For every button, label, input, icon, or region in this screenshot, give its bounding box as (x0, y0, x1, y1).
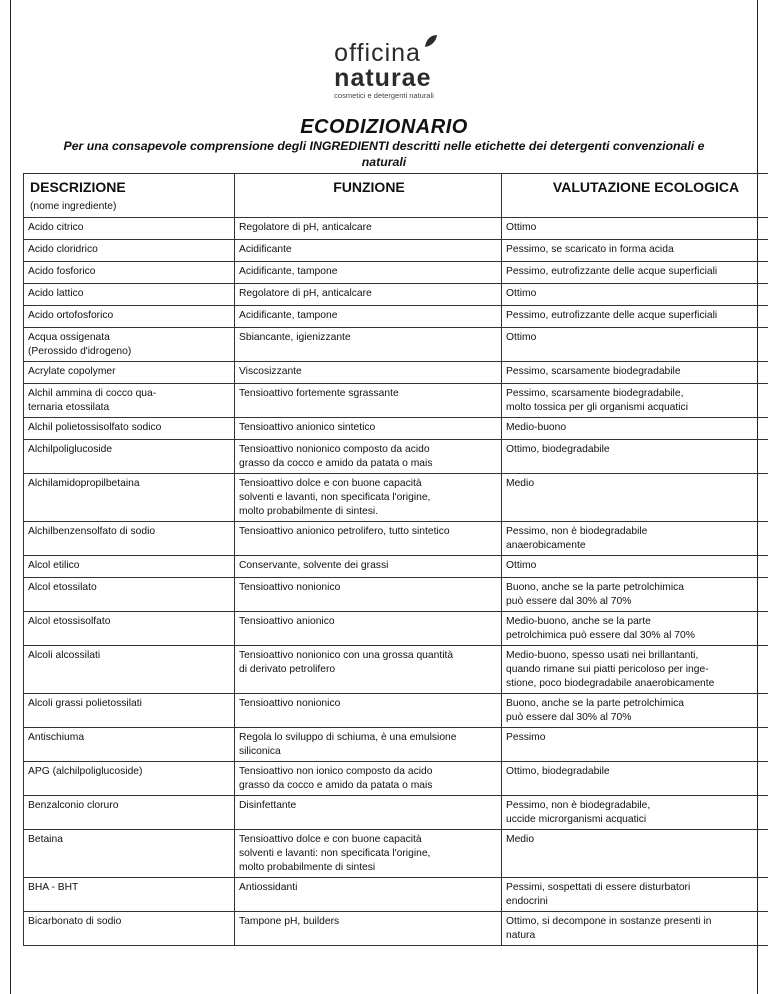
cell-descrizione: Alcol etilico (24, 556, 235, 578)
table-row (24, 830, 768, 878)
header-descrizione (24, 174, 235, 218)
cell-valutazione: Buono, anche se la parte petrolchimica può essere dal 30% al 70% (502, 694, 768, 728)
cell-valutazione: Ottimo (502, 218, 768, 240)
table-row (24, 306, 768, 328)
cell-valutazione: Ottimo (502, 328, 768, 362)
cell-descrizione: Antischiuma (24, 728, 235, 762)
cell-descrizione: Alchilpoliglucoside (24, 440, 235, 474)
cell-valutazione: Ottimo, biodegradabile (502, 762, 768, 796)
cell-funzione: Tensioattivo dolce e con buone capacità solventi e lavanti, non specificata l'origine, molto probabilmente di sintesi. (235, 474, 502, 522)
table-row (24, 240, 768, 262)
page-title: ECODIZIONARIO (300, 116, 468, 138)
cell-valutazione: Medio (502, 830, 768, 878)
cell-valutazione: Pessimo, non è biodegradabile anaerobicamente (502, 522, 768, 556)
header-valutazione: VALUTAZIONE ECOLOGICA (502, 174, 768, 218)
cell-valutazione: Buono, anche se la parte petrolchimica può essere dal 30% al 70% (502, 578, 768, 612)
cell-descrizione: Benzalconio cloruro (24, 796, 235, 830)
table-row (24, 218, 768, 240)
cell-funzione: Sbiancante, igienizzante (235, 328, 502, 362)
table-row (24, 878, 768, 912)
cell-valutazione: Pessimo, se scaricato in forma acida (502, 240, 768, 262)
cell-funzione: Acidificante, tampone (235, 262, 502, 284)
table-row (24, 474, 768, 522)
cell-valutazione: Ottimo (502, 556, 768, 578)
cell-valutazione: Pessimo, scarsamente biodegradabile, molto tossica per gli organismi acquatici (502, 384, 768, 418)
cell-funzione: Tensioattivo fortemente sgrassante (235, 384, 502, 418)
cell-descrizione: BHA - BHT (24, 878, 235, 912)
cell-funzione: Acidificante (235, 240, 502, 262)
cell-descrizione: Alchil polietossisolfato sodico (24, 418, 235, 440)
cell-valutazione: Pessimo, eutrofizzante delle acque superficiali (502, 262, 768, 284)
cell-descrizione: Acido cloridrico (24, 240, 235, 262)
cell-descrizione: Alcoli grassi polietossilati (24, 694, 235, 728)
cell-valutazione: Medio-buono (502, 418, 768, 440)
table-body (24, 218, 768, 946)
cell-funzione: Tensioattivo nonionico con una grossa quantità di derivato petrolifero (235, 646, 502, 694)
table-row (24, 262, 768, 284)
header-descrizione-note: (nome ingrediente) (30, 201, 117, 212)
logo-tagline: cosmetici e detergenti naturali (334, 91, 434, 100)
table-row (24, 612, 768, 646)
page-subtitle: Per una consapevole comprensione degli INGREDIENTI descritti nelle etichette dei detergenti convenzionali e naturali (63, 139, 705, 169)
cell-descrizione: Alcol etossilato (24, 578, 235, 612)
cell-funzione: Regolatore di pH, anticalcare (235, 284, 502, 306)
table-header-row (24, 174, 768, 218)
cell-valutazione: Pessimi, sospettati di essere disturbatori endocrini (502, 878, 768, 912)
table-row (24, 646, 768, 694)
leaf-icon (424, 34, 438, 48)
document-page (10, 0, 758, 994)
cell-funzione: Antiossidanti (235, 878, 502, 912)
table-row (24, 556, 768, 578)
cell-descrizione: Alcoli alcossilati (24, 646, 235, 694)
cell-descrizione: Alchil ammina di cocco qua- ternaria etossilata (24, 384, 235, 418)
cell-funzione: Tensioattivo nonionico (235, 694, 502, 728)
cell-funzione: Tensioattivo anionico (235, 612, 502, 646)
cell-funzione: Tensioattivo nonionico composto da acido grasso da cocco e amido da patata o mais (235, 440, 502, 474)
header-descrizione-label: DESCRIZIONE (30, 179, 126, 195)
cell-valutazione: Ottimo, si decompone in sostanze presenti in natura (502, 912, 768, 946)
table-row (24, 912, 768, 946)
cell-valutazione: Pessimo, scarsamente biodegradabile (502, 362, 768, 384)
cell-valutazione: Pessimo (502, 728, 768, 762)
cell-descrizione: Acido fosforico (24, 262, 235, 284)
cell-funzione: Tampone pH, builders (235, 912, 502, 946)
cell-descrizione: Acido ortofosforico (24, 306, 235, 328)
cell-valutazione: Medio-buono, spesso usati nei brillantanti, quando rimane sui piatti pericoloso per inge- stione, poco biodegradabile anaerobicamente (502, 646, 768, 694)
table-row (24, 728, 768, 762)
cell-valutazione: Medio (502, 474, 768, 522)
cell-funzione: Regolatore di pH, anticalcare (235, 218, 502, 240)
brand-logo (11, 40, 757, 103)
cell-funzione: Tensioattivo nonionico (235, 578, 502, 612)
header-funzione: FUNZIONE (235, 174, 502, 218)
table-row (24, 440, 768, 474)
cell-descrizione: Acido citrico (24, 218, 235, 240)
cell-valutazione: Ottimo, biodegradabile (502, 440, 768, 474)
cell-funzione: Conservante, solvente dei grassi (235, 556, 502, 578)
cell-descrizione: Alcol etossisolfato (24, 612, 235, 646)
cell-descrizione: Acqua ossigenata (Perossido d'idrogeno) (24, 328, 235, 362)
cell-funzione: Tensioattivo anionico sintetico (235, 418, 502, 440)
cell-descrizione: APG (alchilpoliglucoside) (24, 762, 235, 796)
cell-descrizione: Bicarbonato di sodio (24, 912, 235, 946)
cell-valutazione: Ottimo (502, 284, 768, 306)
table-row (24, 284, 768, 306)
logo-line-1: officina (334, 39, 421, 67)
table-row (24, 796, 768, 830)
table-row (24, 522, 768, 556)
cell-funzione: Viscosizzante (235, 362, 502, 384)
table-row (24, 578, 768, 612)
table-row (24, 418, 768, 440)
cell-funzione: Tensioattivo anionico petrolifero, tutto sintetico (235, 522, 502, 556)
cell-funzione: Acidificante, tampone (235, 306, 502, 328)
table-row (24, 362, 768, 384)
table-row (24, 328, 768, 362)
cell-descrizione: Alchilbenzensolfato di sodio (24, 522, 235, 556)
cell-descrizione: Betaina (24, 830, 235, 878)
cell-funzione: Regola lo sviluppo di schiuma, è una emulsione siliconica (235, 728, 502, 762)
table-row (24, 384, 768, 418)
logo-line-2: naturae (334, 64, 432, 92)
table-row (24, 762, 768, 796)
table-row (24, 694, 768, 728)
cell-descrizione: Alchilamidopropilbetaina (24, 474, 235, 522)
cell-valutazione: Medio-buono, anche se la parte petrolchimica può essere dal 30% al 70% (502, 612, 768, 646)
cell-valutazione: Pessimo, non è biodegradabile, uccide microrganismi acquatici (502, 796, 768, 830)
cell-descrizione: Acrylate copolymer (24, 362, 235, 384)
ingredients-table (23, 173, 768, 946)
cell-funzione: Tensioattivo dolce e con buone capacità solventi e lavanti: non specificata l'origine, molto probabilmente di sintesi (235, 830, 502, 878)
cell-valutazione: Pessimo, eutrofizzante delle acque superficiali (502, 306, 768, 328)
cell-funzione: Tensioattivo non ionico composto da acido grasso da cocco e amido da patata o mais (235, 762, 502, 796)
cell-descrizione: Acido lattico (24, 284, 235, 306)
cell-funzione: Disinfettante (235, 796, 502, 830)
